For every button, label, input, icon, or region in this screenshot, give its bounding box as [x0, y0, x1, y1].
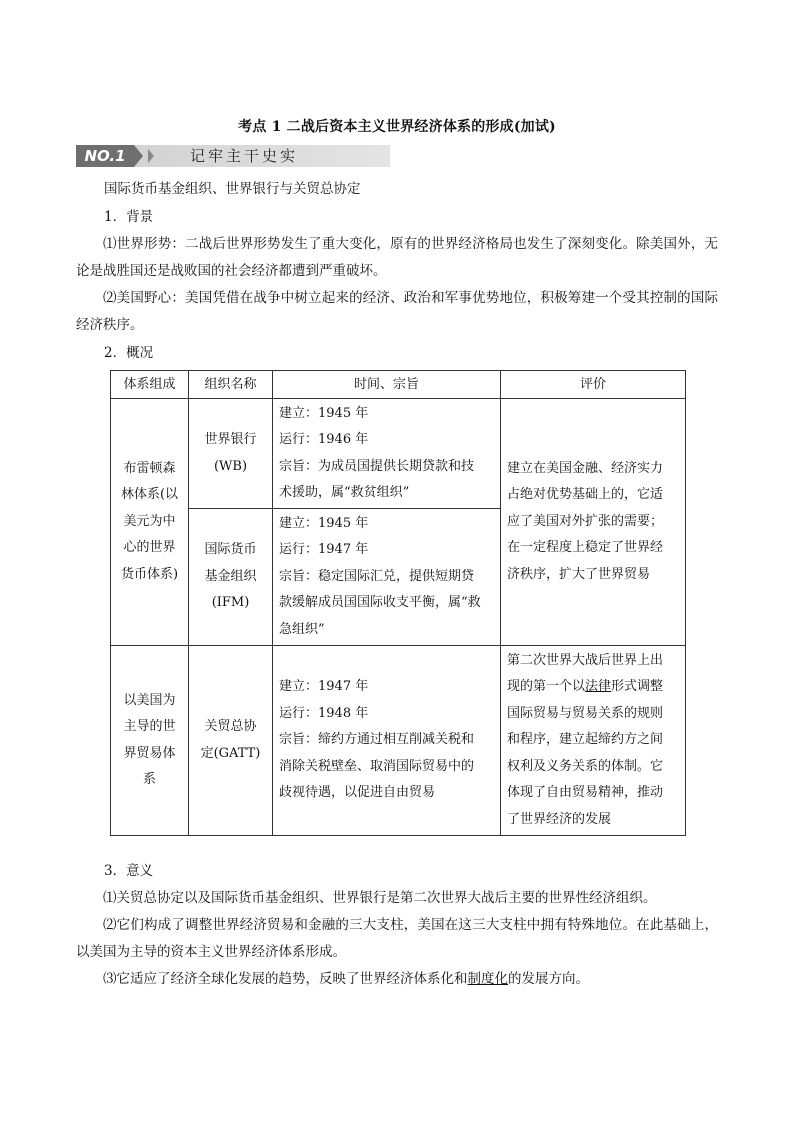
cell-line: 第二次世界大战后世界上出: [507, 652, 664, 668]
bretton-woods-evaluation: [501, 399, 686, 646]
cell-line: 运行：1948 年: [279, 705, 369, 721]
cell-line: (WB): [213, 458, 248, 474]
header-organization: 组织名称: [189, 371, 273, 399]
cell-line: 建立：1947 年: [279, 679, 369, 695]
significance-heading: 3．意义: [104, 863, 154, 879]
cell-line: 消除关税壁垒、取消国际贸易中的: [279, 758, 475, 774]
cell-line: 款缓解成员国国际收支平衡，属“救: [279, 595, 481, 611]
world-bank-details: [273, 399, 501, 509]
cell-line: 布雷顿森: [123, 460, 176, 476]
header-system: 体系组成: [111, 371, 189, 399]
cell-line: 货币体系): [120, 566, 179, 582]
background-paragraph-2: ⑵美国野心：美国凭借在战争中树立起来的经济、政治和军事优势地位，积极筹建一个受其控制的国际经济秩序。: [76, 290, 718, 333]
cell-line: 应了美国对外扩张的需要；: [507, 513, 664, 529]
table-row: [111, 399, 686, 509]
badge-arrow-icon: [134, 145, 143, 167]
cell-line: 世界银行: [204, 432, 257, 447]
cell-line: 国际货币: [204, 542, 257, 558]
background-heading: 1．背景: [104, 209, 154, 225]
cell-line: 宗旨：缔约方通过相互削减关税和: [279, 732, 475, 748]
cell-line: 界贸易体: [123, 745, 176, 761]
cell-line: 建立：1945 年: [279, 515, 369, 531]
text-run: 的发展方向。: [508, 971, 589, 987]
underlined-term: 制度化: [467, 971, 508, 987]
significance-paragraph-2: ⑵它们构成了调整世界经济贸易和金融的三大支柱，美国在这三大支柱中拥有特殊地位。在此基础上，以美国为主导的资本主义世界经济体系形成。: [76, 917, 718, 960]
text-run: 现的第一个以: [507, 679, 586, 695]
subtitle: 国际货币基金组织、世界银行与关贸总协定: [104, 181, 361, 197]
cell-line: 歧视待遇，以促进自由贸易: [279, 785, 436, 801]
cell-line: 以美国为: [123, 692, 176, 708]
header-time-purpose: 时间、宗旨: [273, 371, 501, 399]
system-us-trade: [111, 646, 189, 836]
cell-line: (IFM): [211, 595, 250, 611]
cell-line: 和程序，建立起缔约方之间: [507, 732, 664, 748]
gatt-details: [273, 646, 501, 836]
banner-label: 记牢主干史实: [190, 147, 299, 165]
cell-line: 基金组织: [204, 568, 257, 584]
cell-line: 宗旨：稳定国际汇兑，提供短期贷: [279, 568, 475, 584]
cell-line: 建立在美国金融、经济实力: [507, 460, 664, 476]
cell-line: 权利及义务关系的体制。它: [507, 758, 664, 774]
system-bretton-woods: [111, 399, 189, 646]
cell-line: 济秩序，扩大了世界贸易: [507, 566, 651, 582]
cell-line: 体现了自由贸易精神，推动: [507, 785, 664, 801]
org-world-bank: [189, 399, 273, 509]
cell-line: 运行：1947 年: [279, 542, 369, 558]
cell-line: 了世界经济的发展: [507, 811, 612, 827]
page-title: 考点 1 二战后资本主义世界经济体系的形成(加试): [238, 119, 556, 135]
text-run: 形式调整: [611, 679, 664, 695]
imf-details: [273, 509, 501, 646]
cell-line: 国际贸易与贸易关系的规则: [507, 705, 664, 721]
section-badge: NO.1: [76, 145, 134, 167]
cell-line: 林体系(以: [120, 487, 179, 503]
cell-line: 运行：1946 年: [279, 432, 369, 447]
badge-chevron-icon: [148, 149, 154, 163]
table-header-row: [111, 371, 686, 399]
cell-line: 美元为中: [123, 513, 176, 529]
cell-line: 术援助，属“救贫组织”: [279, 485, 410, 500]
cell-line: 心的世界: [123, 540, 176, 556]
cell-line: 建立：1945 年: [279, 405, 369, 421]
table-row: [111, 646, 686, 836]
text-run: ⑶它适应了经济全球化发展的趋势，反映了世界经济体系化和: [103, 971, 468, 987]
gatt-evaluation: [501, 646, 686, 836]
org-imf: [189, 509, 273, 646]
overview-table: [110, 370, 686, 836]
background-paragraph-1: ⑴世界形势：二战后世界形势发生了重大变化，原有的世界经济格局也发生了深刻变化。除美国外，无论是战胜国还是战败国的社会经济都遭到严重破坏。: [76, 236, 718, 279]
underlined-term: 法律: [585, 679, 612, 695]
org-gatt: [189, 646, 273, 836]
header-evaluation: 评价: [501, 371, 686, 399]
cell-line: 占绝对优势基础上的，它适: [507, 487, 664, 503]
cell-line: 急组织”: [279, 621, 325, 637]
cell-line: [507, 674, 679, 701]
significance-paragraph-1: ⑴关贸总协定以及国际货币基金组织、世界银行是第二次世界大战后主要的世界性经济组织。: [103, 890, 657, 906]
overview-heading: 2．概况: [104, 345, 154, 361]
cell-line: 主导的世: [123, 719, 176, 734]
cell-line: 系: [142, 772, 156, 787]
cell-line: 定(GATT): [200, 745, 261, 761]
section-banner: [76, 145, 390, 167]
cell-line: 关贸总协: [204, 719, 257, 734]
cell-line: 宗旨：为成员国提供长期贷款和技: [279, 458, 475, 474]
significance-paragraph-3: [76, 966, 718, 993]
cell-line: 在一定程度上稳定了世界经: [507, 540, 664, 556]
